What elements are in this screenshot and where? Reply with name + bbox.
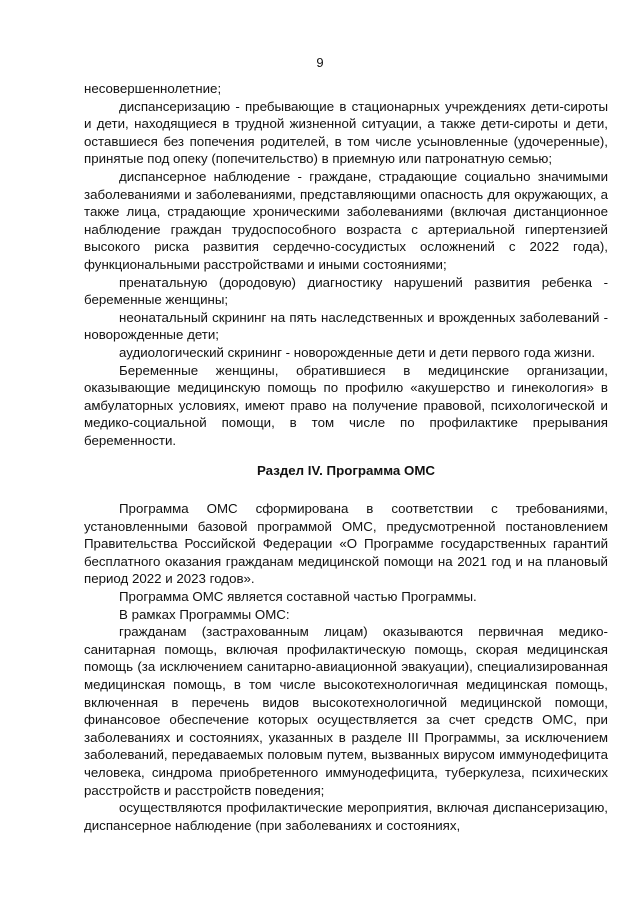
paragraph: Беременные женщины, обратившиеся в медицинские организации, оказывающие медицинскую помощь по профилю «акушерство и гинекология» в амбулаторных условиях, имеют право на получение правовой, психологической и медико-социальной помощи, в том числе по профилактике прерывания беременности. (84, 362, 608, 448)
paragraph: пренатальную (дородовую) диагностику нарушений развития ребенка - беременные женщины; (84, 274, 608, 308)
paragraph: диспансерное наблюдение - граждане, страдающие социально значимыми заболеваниями и заболеваниями, представляющими опасность для окружающих, а также лица, страдающие хроническими заболеваниями (включая дистанционное наблюдение граждан трудоспособного возраста с артериальной гипертензией высокого риска развития сердечно-сосудистых осложнений с 2022 года), функциональными расстройствами и иными состояниями; (84, 168, 608, 272)
document-body (84, 80, 608, 834)
paragraph: осуществляются профилактические мероприятия, включая диспансеризацию, диспансерное наблюдение (при заболеваниях и состояниях, (84, 800, 608, 833)
paragraph: аудиологический скрининг - новорожденные дети и дети первого года жизни. (119, 344, 596, 360)
paragraph: Программа ОМС является составной частью Программы. (119, 589, 477, 605)
section-title: Раздел IV. Программа ОМС (256, 463, 436, 479)
paragraph: неонатальный скрининг на пять наследственных и врожденных заболеваний - новорожденные дети; (84, 309, 608, 343)
paragraph: В рамках Программы ОМС: (119, 606, 290, 622)
paragraph: диспансеризацию - пребывающие в стационарных учреждениях дети-сироты и дети, находящиеся в трудной жизненной ситуации, а также дети-сироты и дети, оставшиеся без попечения родителей, в том числе усыновленные (удочеренные), принятые под опеку (попечительство) в приемную или патронатную семью; (84, 98, 608, 167)
paragraph: несовершеннолетние; (84, 81, 222, 96)
paragraph: гражданам (застрахованным лицам) оказываются первичная медико-санитарная помощь, включая профилактическую помощь, скорая медицинская помощь (за исключением санитарно-авиационной эвакуации), специализированная медицинская помощь, в том числе высокотехнологичная медицинская помощь, включенная в перечень видов высокотехнологичной медицинской помощи, финансовое обеспечение которых осуществляется за счет средств ОМС, при заболеваниях и состояниях, указанных в разделе III Программы, за исключением заболеваний, передаваемых половым путем, вызванных вирусом иммунодефицита человека, синдрома приобретенного иммунодефицита, туберкулеза, психических расстройств и расстройств поведения; (84, 624, 608, 798)
paragraph: Программа ОМС сформирована в соответствии с требованиями, установленными базовой программой ОМС, предусмотренной постановлением Правительства Российской Федерации «О Программе государственных гарантий бесплатного оказания гражданам медицинской помощи на 2021 год и на плановый период 2022 и 2023 годов». (84, 501, 608, 587)
page-number: 9 (316, 55, 324, 70)
